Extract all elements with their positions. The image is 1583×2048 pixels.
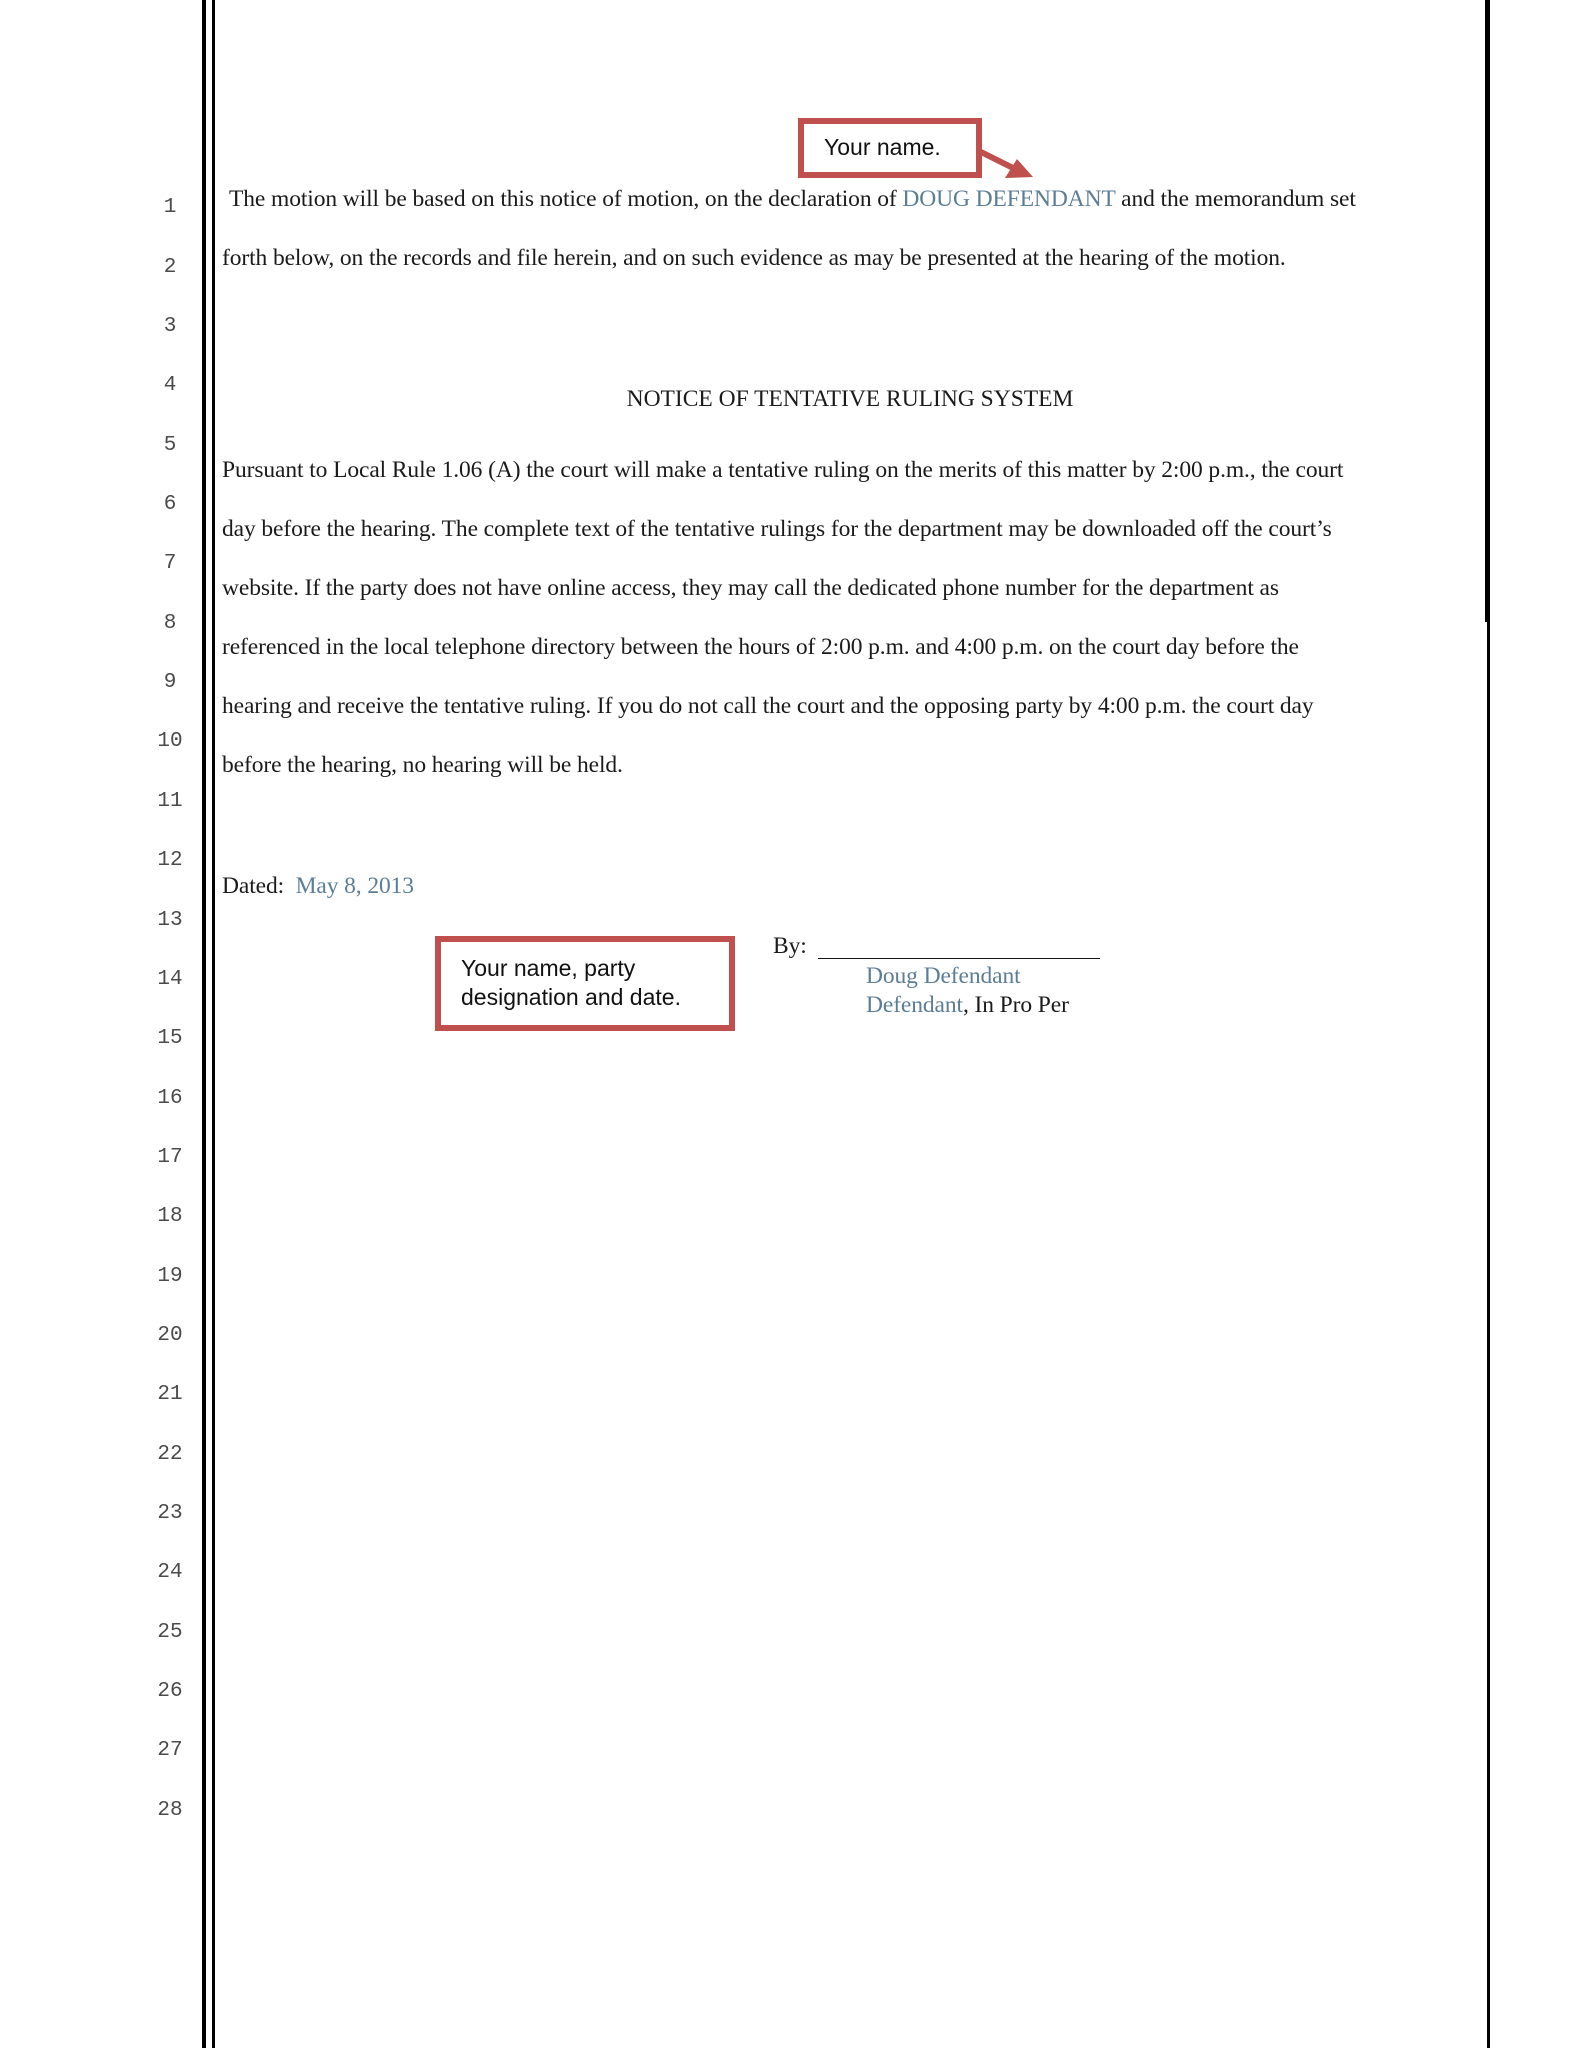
left-margin-rule-inner bbox=[212, 0, 215, 2048]
signature-line bbox=[818, 958, 1100, 959]
line-number: 15 bbox=[157, 1027, 183, 1050]
party-designation: Defendant bbox=[866, 992, 963, 1018]
line-number: 8 bbox=[163, 612, 177, 635]
line-number: 21 bbox=[157, 1383, 183, 1406]
callout-your-name bbox=[798, 118, 982, 178]
declarant-name: DOUG DEFENDANT bbox=[902, 186, 1116, 212]
signer-designation bbox=[866, 992, 1069, 1019]
line-number: 5 bbox=[163, 434, 177, 457]
line-number: 1 bbox=[163, 196, 177, 219]
line-number: 16 bbox=[157, 1087, 183, 1110]
callout-arrow-icon bbox=[975, 145, 1045, 190]
line-number: 25 bbox=[157, 1621, 183, 1644]
line-number: 6 bbox=[163, 493, 177, 516]
line-number: 4 bbox=[163, 374, 177, 397]
body-text: The motion will be based on this notice of motion, on the declaration of bbox=[229, 186, 903, 212]
line-number: 26 bbox=[157, 1680, 183, 1703]
callout-signature-info bbox=[435, 936, 735, 1031]
callout-text: designation and date. bbox=[461, 984, 681, 1010]
line-number: 7 bbox=[163, 552, 177, 575]
body-line: day before the hearing. The complete text of the tentative rulings for the department may be downloaded off the court’s bbox=[222, 516, 1332, 542]
line-number: 20 bbox=[157, 1324, 183, 1347]
section-heading: NOTICE OF TENTATIVE RULING SYSTEM bbox=[626, 386, 1074, 412]
body-line: forth below, on the records and file herein, and on such evidence as may be presented at the hearing of the motion. bbox=[222, 245, 1286, 271]
left-margin-rule-outer bbox=[202, 0, 206, 2048]
line-number: 24 bbox=[157, 1561, 183, 1584]
right-margin-rule-short bbox=[1485, 0, 1487, 622]
line-number: 2 bbox=[163, 256, 177, 279]
body-line: hearing and receive the tentative ruling. If you do not call the court and the opposing party by 4:00 p.m. the court day bbox=[222, 693, 1314, 719]
line-number: 11 bbox=[157, 790, 183, 813]
body-text: and the memorandum set bbox=[1115, 186, 1356, 212]
dated-label: Dated: bbox=[222, 873, 285, 899]
line-number: 27 bbox=[157, 1739, 183, 1762]
line-number: 13 bbox=[157, 909, 183, 932]
right-margin-rule bbox=[1487, 0, 1490, 2048]
line-number: 17 bbox=[157, 1146, 183, 1169]
dated-line bbox=[222, 873, 414, 900]
line-number: 12 bbox=[157, 849, 183, 872]
body-line: Pursuant to Local Rule 1.06 (A) the court will make a tentative ruling on the merits of this matter by 2:00 p.m., the court bbox=[222, 457, 1344, 483]
line-number: 18 bbox=[157, 1205, 183, 1228]
callout-text: Your name. bbox=[824, 134, 941, 160]
line-number: 28 bbox=[157, 1799, 183, 1822]
body-line: website. If the party does not have online access, they may call the dedicated phone number for the department as bbox=[222, 575, 1279, 601]
callout-text: Your name, party bbox=[461, 955, 636, 981]
body-line bbox=[229, 186, 1356, 213]
line-number: 14 bbox=[157, 968, 183, 991]
signature-by-label: By: bbox=[773, 933, 807, 959]
line-number: 10 bbox=[157, 730, 183, 753]
line-number: 23 bbox=[157, 1502, 183, 1525]
signer-name: Doug Defendant bbox=[866, 963, 1021, 989]
body-line: referenced in the local telephone directory between the hours of 2:00 p.m. and 4:00 p.m. on the court day before the bbox=[222, 634, 1299, 660]
pro-per-suffix: , In Pro Per bbox=[962, 992, 1069, 1018]
body-line: before the hearing, no hearing will be held. bbox=[222, 752, 623, 778]
line-number: 19 bbox=[157, 1265, 183, 1288]
line-number: 9 bbox=[163, 671, 177, 694]
line-number: 3 bbox=[163, 315, 177, 338]
dated-value: May 8, 2013 bbox=[295, 873, 414, 899]
line-number: 22 bbox=[157, 1443, 183, 1466]
